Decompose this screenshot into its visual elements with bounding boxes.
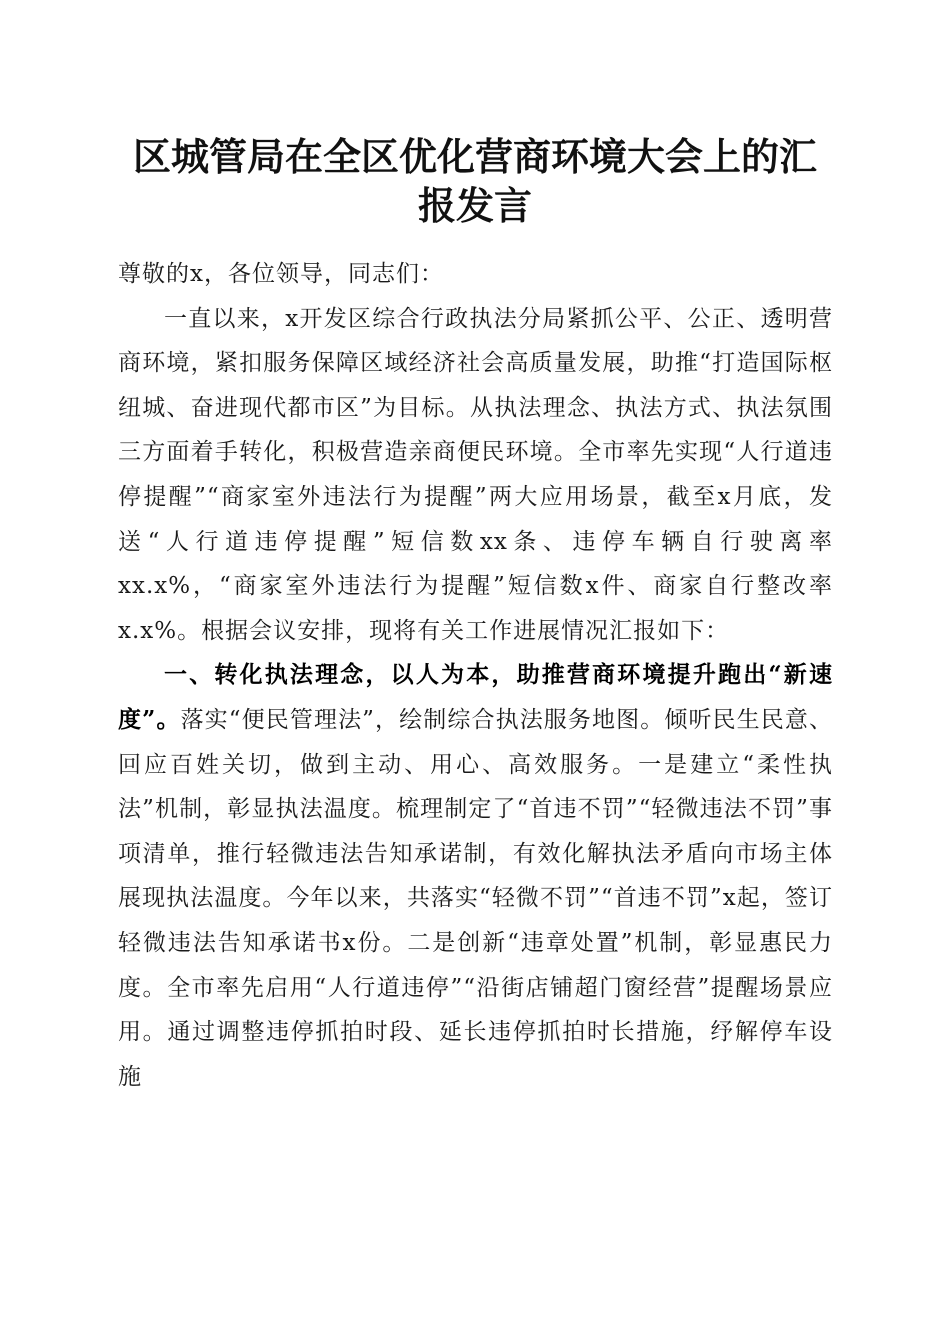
- document-body: [118, 252, 833, 1099]
- section-1-heading: 一、转化执法理念，以人为本，助推营商环境提升跑出“新速度”。: [118, 661, 833, 733]
- document-title: 区城管局在全区优化营商环境大会上的汇报发言: [132, 134, 817, 228]
- section-1-paragraph: [118, 653, 833, 1099]
- intro-paragraph: 一直以来，x开发区综合行政执法分局紧抓公平、公正、透明营商环境，紧扣服务保障区域经济社会高质量发展，助推“打造国际枢纽城、奋进现代都市区”为目标。从执法理念、执法方式、执法氛围三方面着手转化，积极营造亲商便民环境。全市率先实现“人行道违停提醒”“商家室外违法行为提醒”两大应用场景，截至x月底，发送“人行道违停提醒”短信数xx条、违停车辆自行驶离率xx.x%，“商家室外违法行为提醒”短信数x件、商家自行整改率x.x%。根据会议安排，现将有关工作进展情况汇报如下：: [118, 305, 833, 644]
- section-1-text: 落实“便民管理法”，绘制综合执法服务地图。倾听民生民意、回应百姓关切，做到主动、用心、高效服务。一是建立“柔性执法”机制，彰显执法温度。梳理制定了“首违不罚”“轻微违法不罚”事项清单，推行轻微违法告知承诺制，有效化解执法矛盾向市场主体展现执法温度。今年以来，共落实“轻微不罚”“首违不罚”x起，签订轻微违法告知承诺书x份。二是创新“违章处置”机制，彰显惠民力度。全市率先启用“人行道违停”“沿街店铺超门窗经营”提醒场景应用。通过调整违停抓拍时段、延长违停抓拍时长措施，纾解停车设施: [118, 706, 833, 1090]
- salutation: 尊敬的x，各位领导，同志们：: [118, 261, 444, 287]
